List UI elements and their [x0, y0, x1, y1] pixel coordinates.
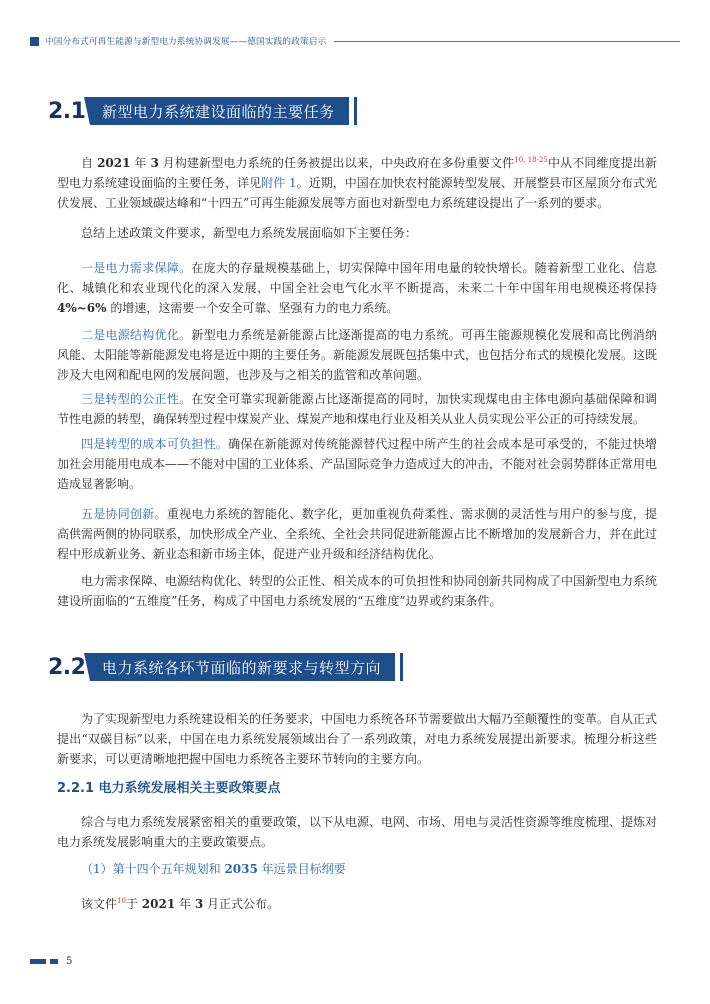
- section-tick: [400, 653, 403, 681]
- section-title: 电力系统各环节面临的新要求与转型方向: [90, 653, 395, 681]
- paragraph-policy-intro: 综合与电力系统发展紧密相关的重要政策，以下从电源、电网、市场、用电与灵活性资源等维度梳理、提炼对电力系统发展影响重大的主要政策要点。: [57, 815, 658, 849]
- paragraph-conclusion: 电力需求保障、电源结构优化、转型的公正性、相关成本的可负担性和协同创新共同构成了中国新型电力系统建设所面临的“五维度”任务，构成了中国电力系统发展的“五维度”边界或约束条件。: [57, 574, 658, 608]
- section-number: 2.2: [48, 654, 86, 680]
- paragraph-task-2: 二是电源结构优化。新型电力系统是新能源占比逐渐提高的电力系统。可再生能源规模化发展和高比例消纳风能、太阳能等新能源发电将是近中期的主要任务。新能源发展既包括集中式，也包括分布式的规模化发展。这既涉及大电网和配电网的发展问题，也涉及与之相关的监管和改革问题。: [57, 328, 658, 382]
- paragraph-task-5: 五是协同创新。重视电力系统的智能化、数字化，更加重视负荷柔性、需求侧的灵活性与用户的参与度，提高供需两侧的协同联系，加快形成全产业、全系统、全社会共同促进新能源占比不断增加的发展新合力，并在此过程中形成新业务、新业态和新市场主体，促进产业升级和经济结构优化。: [57, 507, 658, 561]
- policy-item-heading: （1）第十四个五年规划和 2035 年远景目标纲要: [81, 862, 346, 876]
- section-tick: [354, 97, 357, 125]
- paragraph-summary: 总结上述政策文件要求，新型电力系统发展面临如下主要任务：: [81, 226, 418, 240]
- header-rule: [334, 41, 680, 42]
- running-title: 中国分布式可再生能源与新型电力系统协调发展——德国实践的政策启示: [45, 37, 327, 47]
- task-lead: 一是电力需求保障。: [81, 261, 192, 275]
- task-lead: 四是转型的成本可负担性。: [81, 437, 229, 451]
- paragraph-task-4: 四是转型的成本可负担性。确保在新能源对传统能源替代过程中所产生的社会成本是可承受的，不能过快增加社会用能用电成本——不能对中国的工业体系、产品国际竞争力造成过大的冲击，不能对社会弱势群体正常用电造成显著影响。: [57, 437, 658, 491]
- section-heading-2-2: [48, 650, 403, 684]
- paragraph-intro: 自 2021 年 3 月构建新型电力系统的任务被提出以来，中央政府在多份重要文件$^{10, 18-25}$中从不同维度提出新型电力系统建设面临的主要任务，详见附件 1。近期，中国在加快农村能源转型发展、开展整县市区屋顶分布式光伏发展、工业领域碳达峰和“十四五”可再生能源发展等方面也对新型电力系统建设提出了一系列的要求。: [57, 156, 657, 210]
- task-lead: 五是协同创新。: [81, 507, 167, 521]
- paragraph-task-1: 一是电力需求保障。在庞大的存量规模基础上，切实保障中国年用电量的较快增长。随着新型工业化、信息化、城镇化和农业现代化的深入发展，中国全社会电气化水平不断提高，未来二十年中国年用电规模还将保持 4%~6% 的增速，这需要一个安全可靠、坚强有力的电力系统。: [57, 261, 657, 315]
- paragraph-policy-date: 该文件$^{10}$于 2021 年 3 月正式公布。: [81, 897, 279, 911]
- page-footer: [30, 956, 72, 967]
- citation-refs: 10, 18-25: [514, 156, 548, 164]
- section-title: 新型电力系统建设面临的主要任务: [90, 97, 349, 125]
- subsection-heading: 2.2.1 电力系统发展相关主要政策要点: [57, 781, 281, 796]
- footer-marker: [30, 959, 46, 964]
- task-lead: 二是电源结构优化。: [81, 328, 192, 342]
- running-header: [30, 34, 680, 48]
- appendix-link[interactable]: 附件 1: [261, 176, 297, 190]
- section-number: 2.1: [48, 98, 86, 124]
- page-number: 5: [66, 956, 73, 967]
- citation-ref: 10: [117, 897, 126, 905]
- section-heading-2-1: [48, 94, 357, 128]
- header-marker: [30, 37, 39, 46]
- paragraph-task-3: 三是转型的公正性。在安全可靠实现新能源占比逐渐提高的同时，加快实现煤电由主体电源向基础保障和调节性电源的转型，确保转型过程中煤炭产业、煤炭产地和煤电行业及相关从业人员实现公平公正的可持续发展。: [57, 392, 657, 426]
- task-lead: 三是转型的公正性。: [81, 392, 192, 406]
- paragraph-section-2-intro: 为了实现新型电力系统建设相关的任务要求，中国电力系统各环节需要做出大幅乃至颠覆性的变革。自从正式提出“双碳目标”以来，中国在电力系统发展领域出台了一系列政策，对电力系统发展提出新要求。梳理分析这些新要求，可以更清晰地把握中国电力系统各主要环节转向的主要方向。: [57, 712, 658, 766]
- footer-marker-small: [50, 959, 58, 964]
